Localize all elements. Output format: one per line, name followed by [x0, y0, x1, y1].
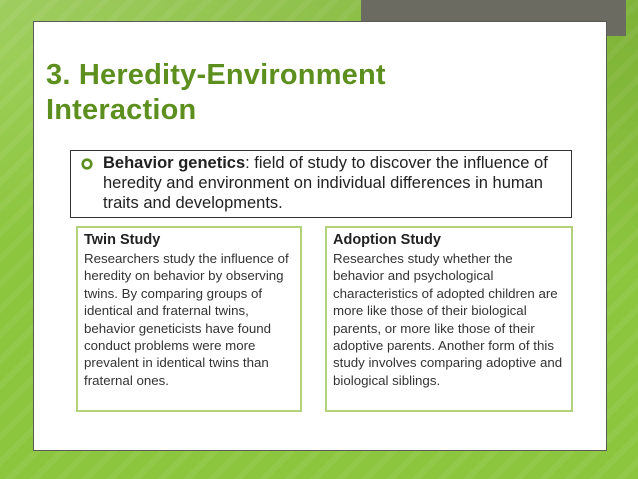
adoption-study-heading: Adoption Study [333, 232, 441, 248]
slide-title: 3. Heredity-Environment Interaction [46, 59, 386, 126]
definition-term: Behavior genetics [103, 154, 246, 172]
definition-body: : field of study to discover the influence of heredity and environment on individual differences in human traits and developments. [103, 154, 548, 212]
definition-box [70, 150, 572, 218]
hollow-circle-bullet-icon [81, 158, 95, 172]
twin-study-body: Researchers study the influence of heredity on behavior by observing twins. By comparing groups of identical and fraternal twins, behavior geneticists have found conduct problems were more prevalent in identical twins than fraternal ones. [84, 251, 289, 388]
adoption-study-body: Researches study whether the behavior and psychological characteristics of adopted children are more like those of their biological parents, or more like those of their adoptive parents. Another form of this study involves comparing adoptive and biological siblings. [333, 251, 563, 388]
twin-study-box [76, 226, 302, 412]
twin-study-heading: Twin Study [84, 232, 161, 248]
definition-text [103, 153, 565, 213]
adoption-study-box [325, 226, 573, 412]
